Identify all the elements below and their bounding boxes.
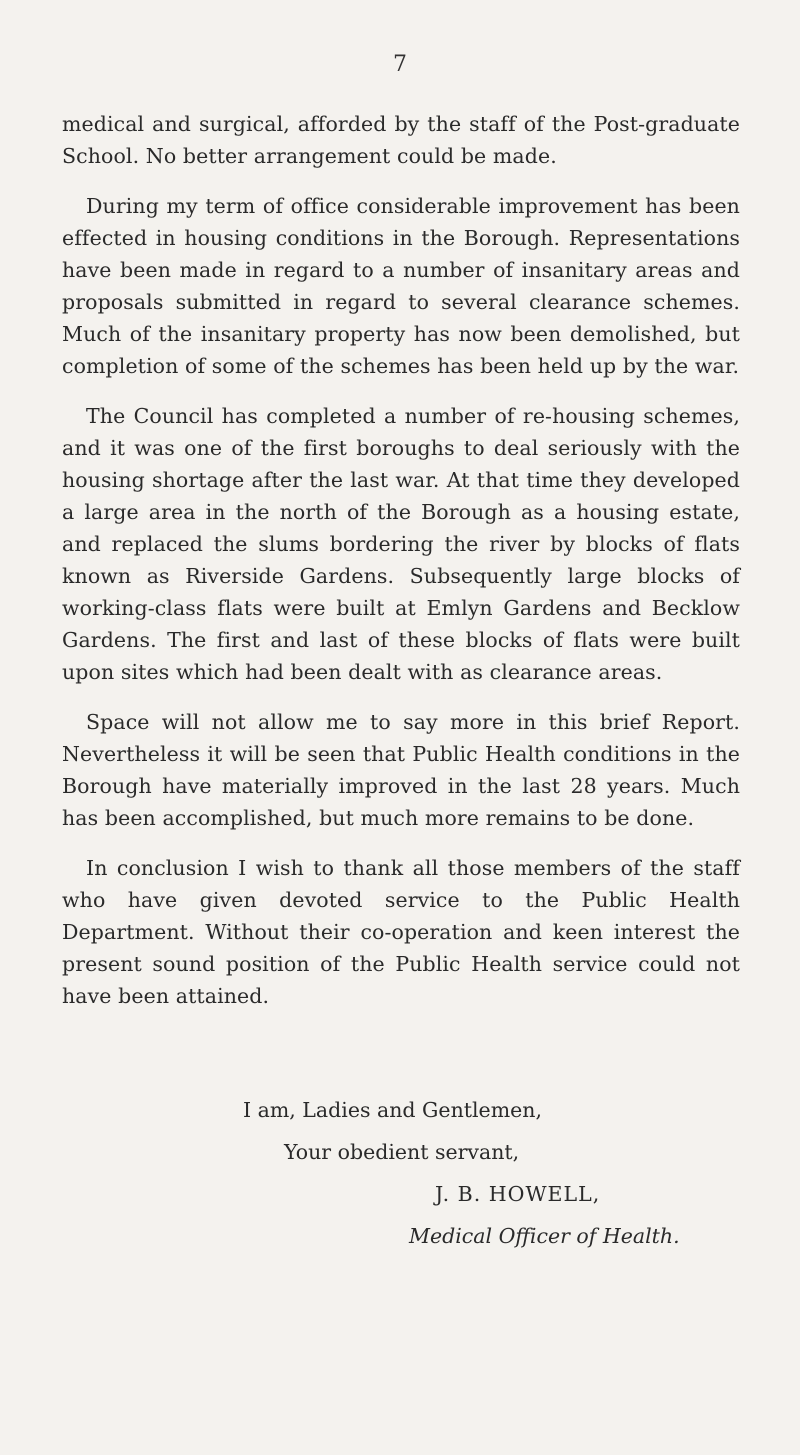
paragraph-continuation: medical and surgical, afforded by the staff of the Post-graduate School. No better arrangement could be made. [62,112,740,168]
body-text [62,108,740,1030]
signatory-title: Medical Officer of Health. [409,1224,680,1248]
page-number: 7 [393,52,407,77]
closing-servant: Your obedient servant, [284,1140,520,1164]
paragraph-public-health-conditions: Space will not allow me to say more in this brief Report. Nevertheless it will be seen that Public Health conditions in the Borough have materially improved in the last 28 years. Much has been accomplished, but much more remains to be done. [62,710,740,830]
closing-salutation: I am, Ladies and Gentlemen, [243,1098,542,1122]
signatory-name: J. B. HOWELL, [435,1182,601,1206]
paragraph-rehousing-schemes: The Council has completed a number of re-housing schemes, and it was one of the first boroughs to deal seriously with the housing shortage after the last war. At that time they developed a large area in the north of the Borough as a housing estate, and replaced the slums bordering the river by blocks of flats known as Riverside Gardens. Subsequently large blocks of working-class flats were built at Emlyn Gardens and Becklow Gardens. The first and last of these blocks of flats were built upon sites which had been dealt with as clearance areas. [62,404,740,684]
paragraph-conclusion: In conclusion I wish to thank all those members of the staff who have given devoted service to the Public Health Department. Without their co-operation and keen interest the present sound position of the Public Health service could not have been attained. [62,856,740,1008]
paragraph-housing-improvement: During my term of office considerable improvement has been effected in housing conditions in the Borough. Representations have been made in regard to a number of insanitary areas and proposals submitted in regard to several clearance schemes. Much of the insanitary property has now been demolished, but completion of some of the schemes has been held up by the war. [62,194,740,378]
